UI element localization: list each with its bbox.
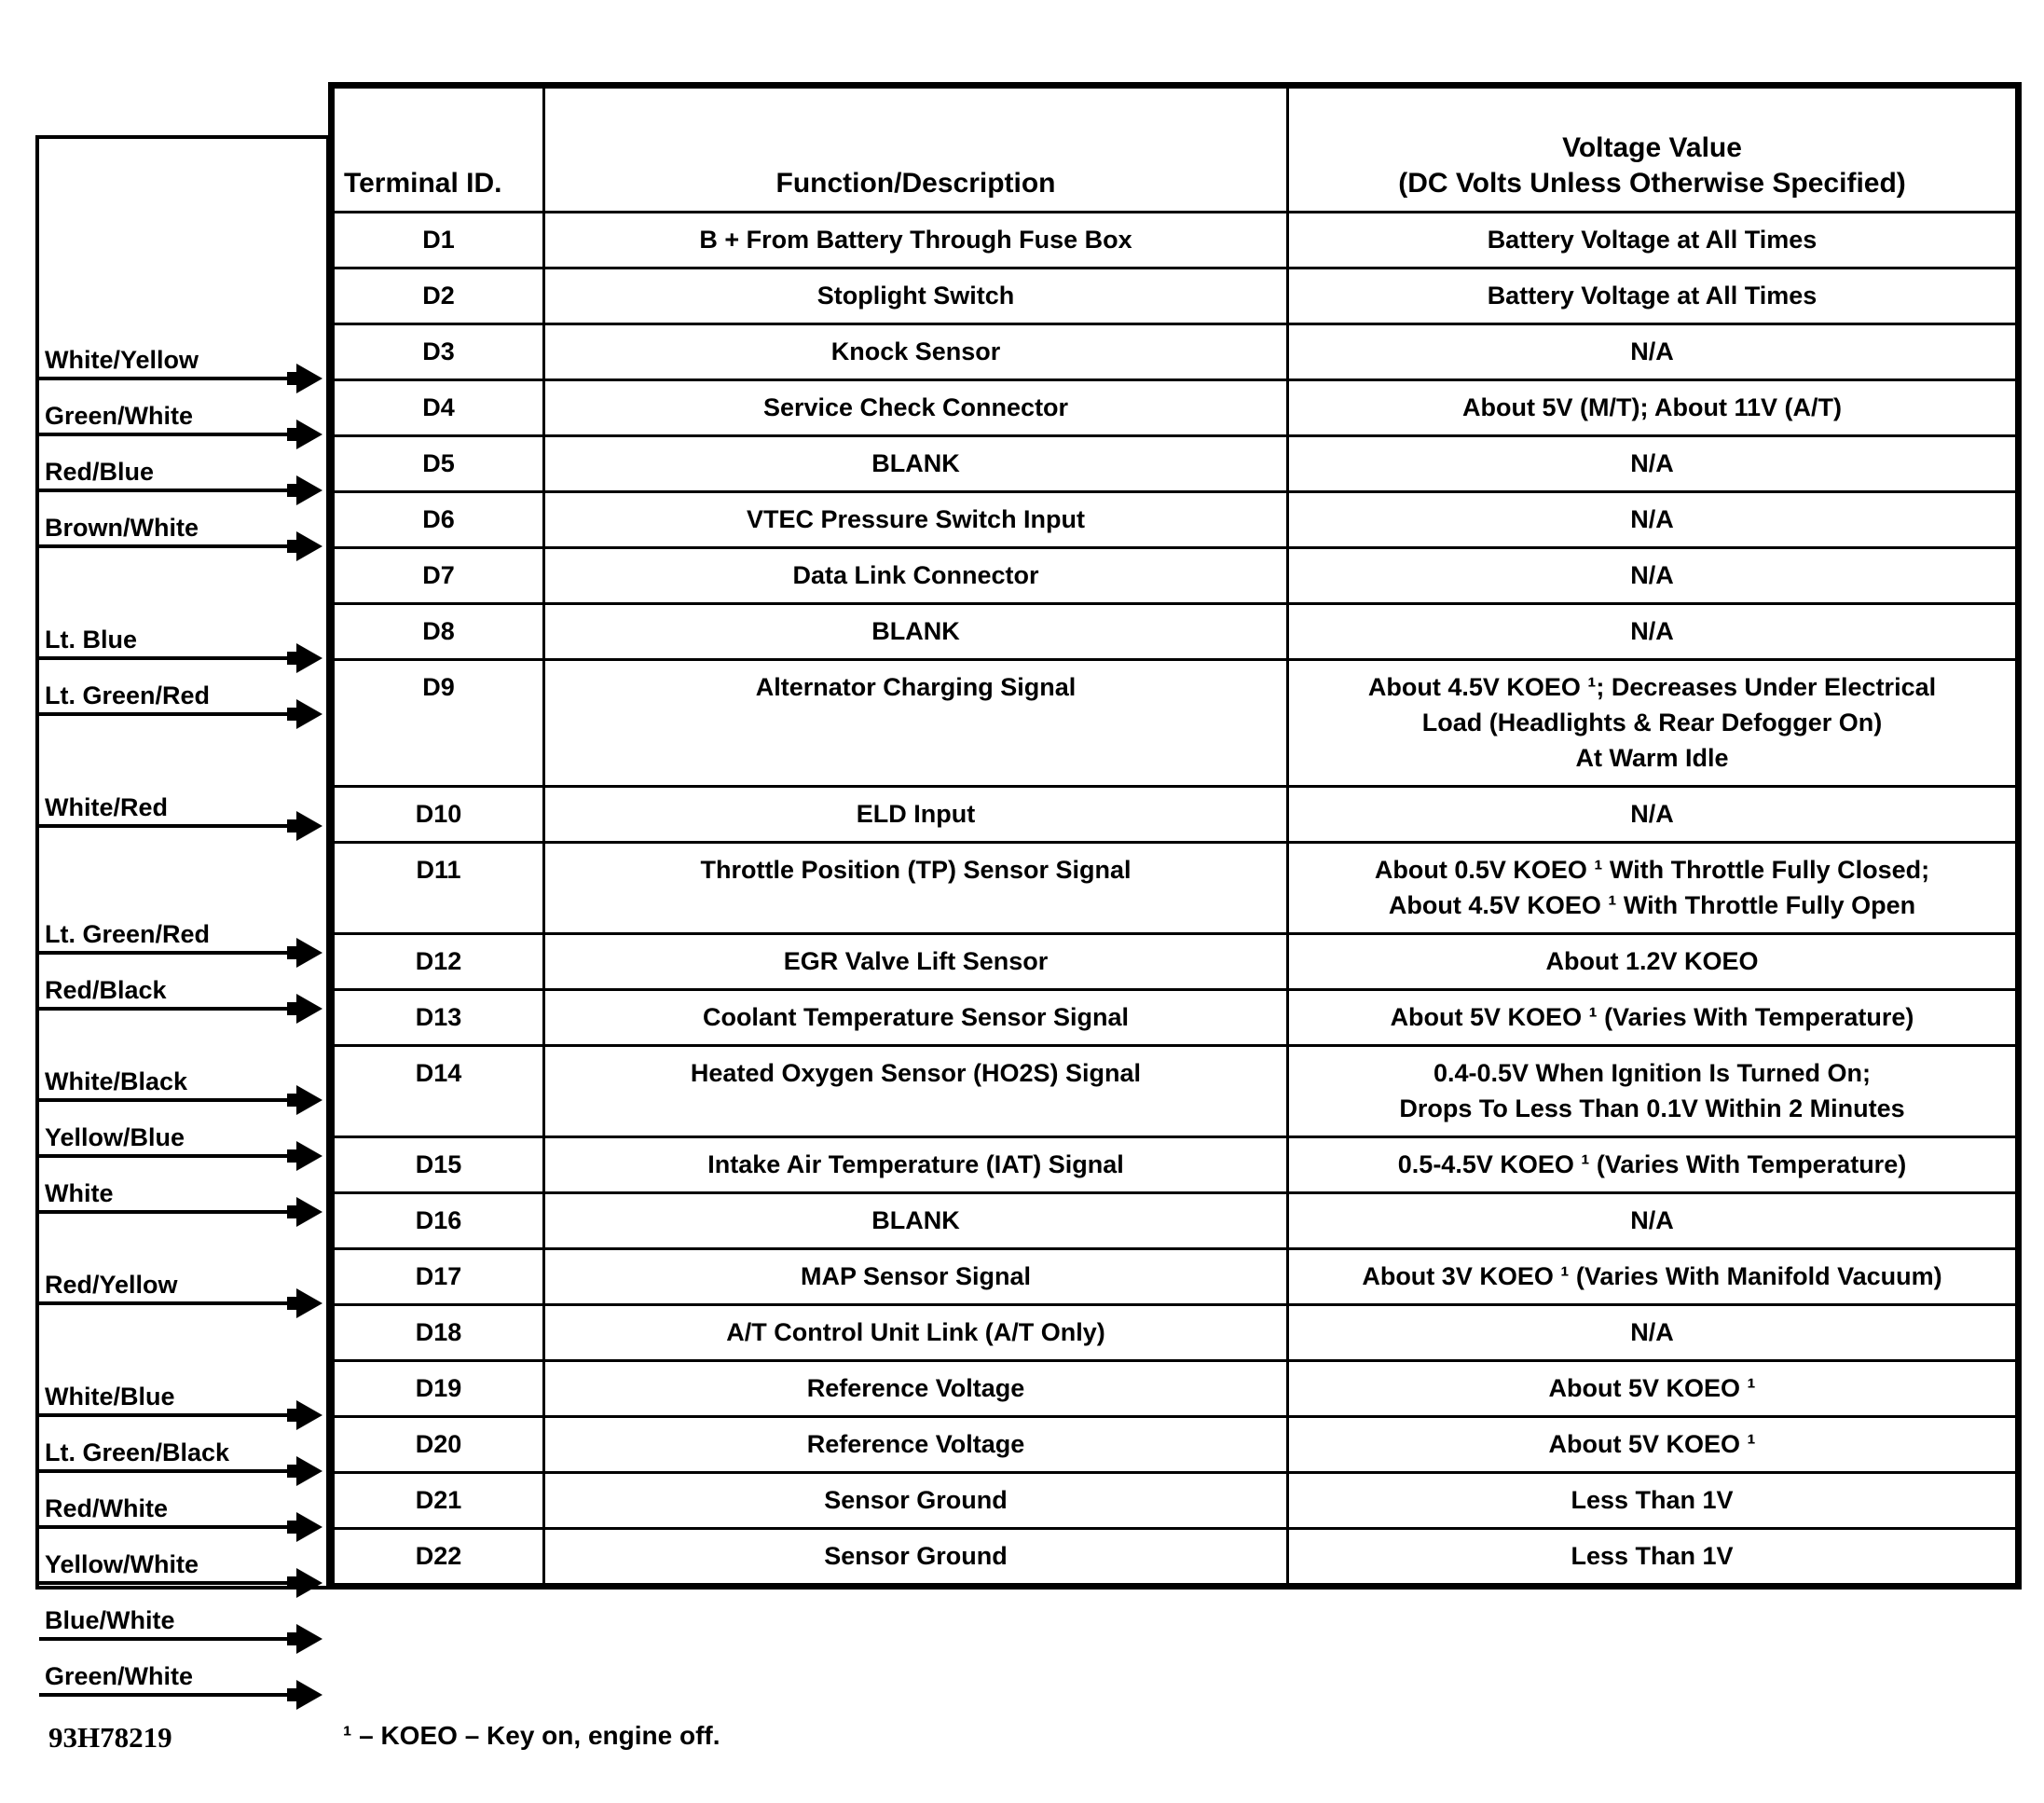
wire-label-item <box>39 625 326 660</box>
function-cell: Reference Voltage <box>544 1417 1288 1473</box>
terminal-id-cell: D11 <box>332 843 544 934</box>
wire-color-label: White/Red <box>45 792 168 821</box>
table-row <box>332 1249 2019 1305</box>
voltage-header-line1: Voltage Value <box>1562 132 1742 163</box>
voltage-cell: N/A <box>1288 436 2019 492</box>
voltage-cell: N/A <box>1288 1305 2019 1361</box>
wire-arrow-line <box>39 1210 287 1214</box>
terminal-id-cell: D21 <box>332 1473 544 1529</box>
koeo-footnote: ¹ – KOEO – Key on, engine off. <box>343 1721 720 1750</box>
terminal-id-cell: D22 <box>332 1529 544 1587</box>
wire-arrow-line <box>39 712 287 716</box>
wire-color-label: Lt. Green/Black <box>45 1438 230 1466</box>
wire-color-label: Brown/White <box>45 513 199 542</box>
table-row <box>332 1193 2019 1249</box>
table-row <box>332 787 2019 843</box>
function-cell: ELD Input <box>544 787 1288 843</box>
table-row <box>332 1361 2019 1417</box>
wire-color-label: White/Black <box>45 1067 188 1095</box>
wire-color-label: Red/Black <box>45 975 167 1004</box>
voltage-header-line2: (DC Volts Unless Otherwise Specified) <box>1398 168 1906 199</box>
table-row <box>332 1529 2019 1587</box>
wire-arrow-line <box>39 1581 287 1585</box>
voltage-cell: About 1.2V KOEO <box>1288 934 2019 990</box>
terminal-id-cell: D12 <box>332 934 544 990</box>
terminal-id-cell: D9 <box>332 660 544 787</box>
function-cell: BLANK <box>544 1193 1288 1249</box>
table-row <box>332 843 2019 934</box>
wire-label-item <box>39 1382 326 1417</box>
table-row <box>332 436 2019 492</box>
voltage-cell: Battery Voltage at All Times <box>1288 213 2019 268</box>
wire-color-label: Red/Yellow <box>45 1270 178 1299</box>
wire-color-label: Yellow/White <box>45 1549 199 1578</box>
terminal-id-header: Terminal ID. <box>332 86 544 213</box>
wire-label-item <box>39 1549 326 1585</box>
wire-label-item <box>39 792 326 828</box>
voltage-cell: N/A <box>1288 324 2019 380</box>
voltage-cell: About 0.5V KOEO ¹ With Throttle Fully Closed; About 4.5V KOEO ¹ With Throttle Fully Open <box>1288 843 2019 934</box>
wire-label-item <box>39 1178 326 1214</box>
terminal-id-cell: D10 <box>332 787 544 843</box>
table-row <box>332 1137 2019 1193</box>
function-cell: Heated Oxygen Sensor (HO2S) Signal <box>544 1046 1288 1137</box>
voltage-cell: About 5V KOEO ¹ <box>1288 1361 2019 1417</box>
terminal-id-cell: D3 <box>332 324 544 380</box>
wire-label-item <box>39 1270 326 1305</box>
table-row <box>332 213 2019 268</box>
wire-label-item <box>39 1605 326 1641</box>
wire-color-panel <box>35 135 330 1690</box>
terminal-table <box>328 82 2022 1590</box>
wire-arrow-line <box>39 489 287 492</box>
table-row <box>332 1305 2019 1361</box>
function-cell: Intake Air Temperature (IAT) Signal <box>544 1137 1288 1193</box>
wire-arrow-line <box>39 1413 287 1417</box>
function-cell: BLANK <box>544 604 1288 660</box>
table-row <box>332 268 2019 324</box>
function-cell: VTEC Pressure Switch Input <box>544 492 1288 548</box>
wire-arrow-line <box>39 433 287 436</box>
wire-label-item <box>39 1122 326 1158</box>
table-row <box>332 604 2019 660</box>
wire-color-label: White/Yellow <box>45 345 199 374</box>
table-row <box>332 1473 2019 1529</box>
function-cell: A/T Control Unit Link (A/T Only) <box>544 1305 1288 1361</box>
function-cell: Coolant Temperature Sensor Signal <box>544 990 1288 1046</box>
terminal-id-cell: D6 <box>332 492 544 548</box>
wire-arrow-line <box>39 1693 287 1697</box>
wire-arrow-line <box>39 544 287 548</box>
function-cell: Reference Voltage <box>544 1361 1288 1417</box>
table-row <box>332 934 2019 990</box>
voltage-cell: N/A <box>1288 787 2019 843</box>
terminal-id-cell: D13 <box>332 990 544 1046</box>
terminal-id-cell: D4 <box>332 380 544 436</box>
wire-label-item <box>39 513 326 548</box>
terminal-table-body <box>332 213 2019 1587</box>
voltage-cell: About 5V (M/T); About 11V (A/T) <box>1288 380 2019 436</box>
wire-color-label: Lt. Green/Red <box>45 681 211 709</box>
terminal-id-cell: D8 <box>332 604 544 660</box>
wire-color-label: Green/White <box>45 1661 194 1690</box>
wire-arrow-line <box>39 1637 287 1641</box>
function-cell: Data Link Connector <box>544 548 1288 604</box>
header-row <box>332 86 2019 213</box>
terminal-id-cell: D16 <box>332 1193 544 1249</box>
wire-arrow-line <box>39 1301 287 1305</box>
wire-color-label: Red/Blue <box>45 457 155 486</box>
wire-label-item <box>39 1493 326 1529</box>
terminal-id-cell: D14 <box>332 1046 544 1137</box>
voltage-cell: About 5V KOEO ¹ (Varies With Temperature) <box>1288 990 2019 1046</box>
voltage-cell: N/A <box>1288 604 2019 660</box>
terminal-id-cell: D20 <box>332 1417 544 1473</box>
table-row <box>332 1046 2019 1137</box>
wire-color-label: Red/White <box>45 1493 168 1522</box>
wire-label-item <box>39 1661 326 1697</box>
terminal-id-cell: D7 <box>332 548 544 604</box>
voltage-cell: About 3V KOEO ¹ (Varies With Manifold Vacuum) <box>1288 1249 2019 1305</box>
voltage-cell: About 5V KOEO ¹ <box>1288 1417 2019 1473</box>
wire-color-label: Blue/White <box>45 1605 175 1634</box>
wire-label-item <box>39 1067 326 1102</box>
voltage-cell: Battery Voltage at All Times <box>1288 268 2019 324</box>
function-cell: Sensor Ground <box>544 1529 1288 1587</box>
function-cell: Alternator Charging Signal <box>544 660 1288 787</box>
wire-arrow-line <box>39 656 287 660</box>
voltage-cell: 0.5-4.5V KOEO ¹ (Varies With Temperature) <box>1288 1137 2019 1193</box>
wire-arrow-line <box>39 1154 287 1158</box>
wire-arrow-line <box>39 1525 287 1529</box>
wire-color-label: Lt. Green/Red <box>45 919 211 948</box>
figure-id: 93H78219 <box>48 1721 172 1754</box>
function-cell: Knock Sensor <box>544 324 1288 380</box>
voltage-cell: N/A <box>1288 492 2019 548</box>
function-cell: Stoplight Switch <box>544 268 1288 324</box>
terminal-table-header <box>332 86 2019 213</box>
function-cell: MAP Sensor Signal <box>544 1249 1288 1305</box>
wire-label-item <box>39 919 326 955</box>
function-cell: EGR Valve Lift Sensor <box>544 934 1288 990</box>
wire-color-label: Yellow/Blue <box>45 1122 185 1151</box>
wire-label-item <box>39 975 326 1011</box>
wire-label-item <box>39 401 326 436</box>
voltage-cell: About 4.5V KOEO ¹; Decreases Under Electrical Load (Headlights & Rear Defogger On) At Warm Idle <box>1288 660 2019 787</box>
wire-label-item <box>39 345 326 380</box>
wire-arrow-line <box>39 824 287 828</box>
terminal-id-cell: D2 <box>332 268 544 324</box>
table-row <box>332 1417 2019 1473</box>
function-cell: B + From Battery Through Fuse Box <box>544 213 1288 268</box>
wire-label-item <box>39 457 326 492</box>
voltage-cell: Less Than 1V <box>1288 1529 2019 1587</box>
terminal-id-cell: D15 <box>332 1137 544 1193</box>
terminal-id-cell: D18 <box>332 1305 544 1361</box>
function-cell: BLANK <box>544 436 1288 492</box>
terminal-id-cell: D19 <box>332 1361 544 1417</box>
wire-color-label: White/Blue <box>45 1382 175 1411</box>
terminal-id-cell: D1 <box>332 213 544 268</box>
function-cell: Sensor Ground <box>544 1473 1288 1529</box>
wire-arrow-line <box>39 377 287 380</box>
terminal-id-cell: D5 <box>332 436 544 492</box>
wire-arrow-line <box>39 1469 287 1473</box>
wire-color-label: Green/White <box>45 401 194 430</box>
voltage-cell: 0.4-0.5V When Ignition Is Turned On; Drops To Less Than 0.1V Within 2 Minutes <box>1288 1046 2019 1137</box>
voltage-cell: N/A <box>1288 1193 2019 1249</box>
table-row <box>332 324 2019 380</box>
wire-color-label: White <box>45 1178 114 1207</box>
function-cell: Service Check Connector <box>544 380 1288 436</box>
function-cell: Throttle Position (TP) Sensor Signal <box>544 843 1288 934</box>
function-description-header: Function/Description <box>544 86 1288 213</box>
wire-label-item <box>39 1438 326 1473</box>
wire-arrow-line <box>39 951 287 955</box>
wire-arrow-line <box>39 1098 287 1102</box>
table-row <box>332 380 2019 436</box>
wire-label-item <box>39 681 326 716</box>
table-row <box>332 492 2019 548</box>
voltage-cell: Less Than 1V <box>1288 1473 2019 1529</box>
voltage-value-header <box>1288 86 2019 213</box>
voltage-cell: N/A <box>1288 548 2019 604</box>
table-row <box>332 660 2019 787</box>
terminal-id-cell: D17 <box>332 1249 544 1305</box>
wire-color-label: Lt. Blue <box>45 625 137 654</box>
table-row <box>332 548 2019 604</box>
wire-arrow-line <box>39 1007 287 1011</box>
table-row <box>332 990 2019 1046</box>
